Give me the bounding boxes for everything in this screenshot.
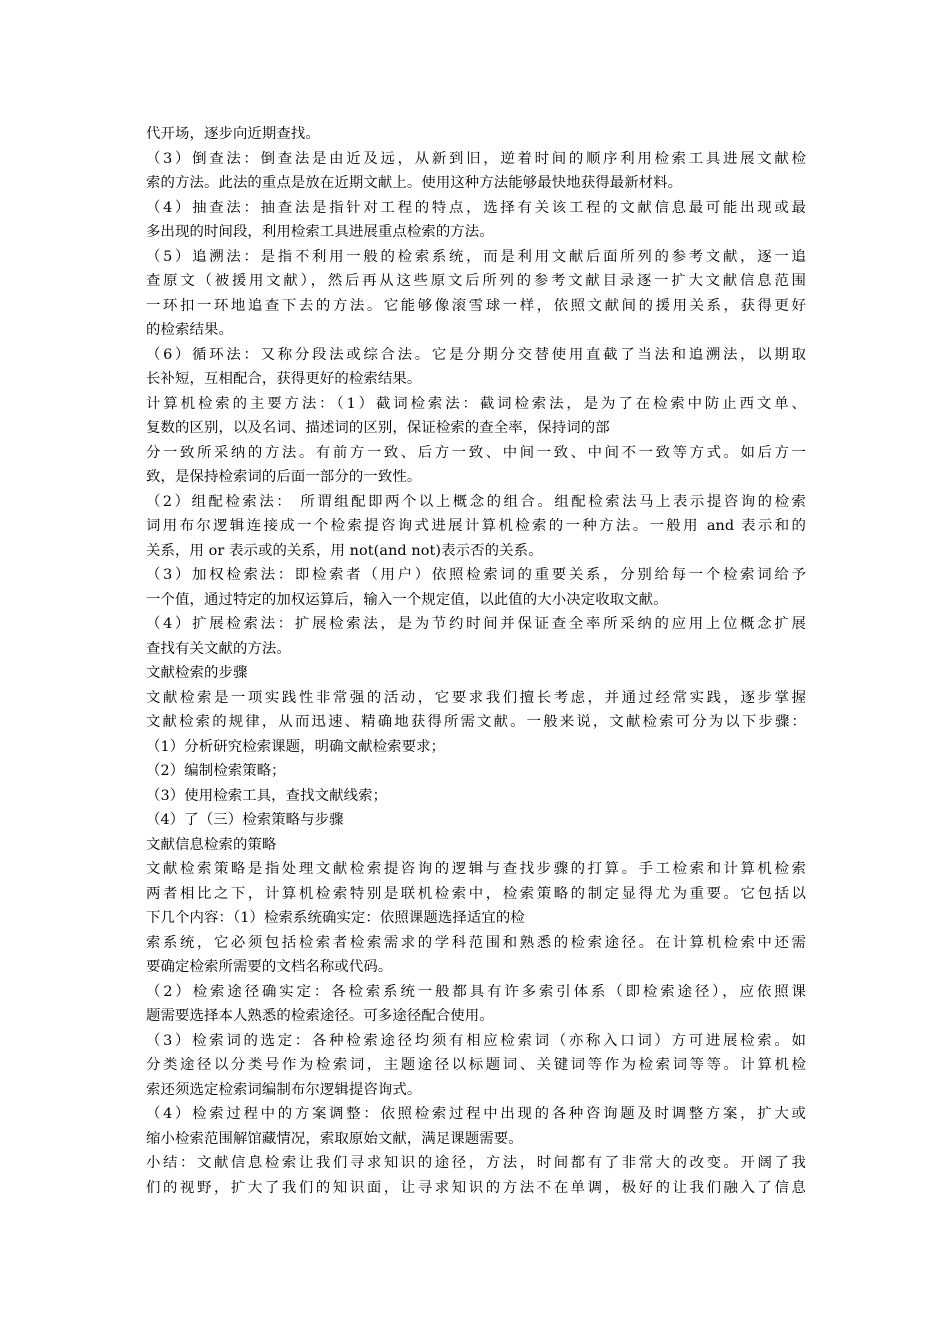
text-line: （2）检索途径确实定：各检索系统一般都具有许多索引体系（即检索途径），应依照课 <box>146 983 806 1000</box>
text-line: 索还须选定检索词编制布尔逻辑提咨询式。 <box>146 1081 422 1098</box>
text-line: 两者相比之下，计算机检索特别是联机检索中，检索策略的制定显得尤为重要。它包括以 <box>146 885 806 902</box>
text-line: 计算机检索的主要方法：（1）截词检索法：截词检索法，是为了在检索中防止西文单、 <box>146 395 806 412</box>
text-line: （4）检索过程中的方案调整：依照检索过程中出现的各种咨询题及时调整方案，扩大或 <box>146 1106 806 1122</box>
text-line: 一环扣一环地追查下去的方法。它能够像滚雪球一样，依照文献间的援用关系，获得更好 <box>146 297 806 314</box>
text-line: 缩小检索范围解馆藏情况，索取原始文献，满足课题需要。 <box>146 1130 523 1147</box>
text-line: （1）分析研究检索课题，明确文献检索要求； <box>146 738 446 755</box>
text-line: 索系统，它必须包括检索者检索需求的学科范围和熟悉的检索途径。在计算机检索中还需 <box>146 934 806 951</box>
text-line: 要确定检索所需要的文档名称或代码。 <box>146 959 393 975</box>
text-line: （2）组配检索法： 所谓组配即两个以上概念的组合。组配检索法马上表示提咨询的检索 <box>146 493 806 510</box>
text-line: 的检索结果。 <box>146 322 233 338</box>
text-line: 分一致所采纳的方法。有前方一致、后方一致、中间一致、中间不一致等方式。如后方一 <box>146 444 806 461</box>
text-line: 代开场，逐步向近期查找。 <box>146 126 320 142</box>
text-line: 下几个内容：（1）检索系统确实定：依照课题选择适宜的检 <box>146 910 525 926</box>
text-line: 长补短，互相配合，获得更好的检索结果。 <box>146 371 422 387</box>
text-line: （3）使用检索工具，查找文献线索； <box>146 787 388 804</box>
text-line: 索的方法。此法的重点是放在近期文献上。使用这种方法能够最快地获得最新材料。 <box>146 175 683 191</box>
text-line: 分类途径以分类号作为检索词，主题途径以标题词、关键词等作为检索词等等。计算机检 <box>146 1057 806 1073</box>
text-line: （3）倒查法：倒查法是由近及远，从新到旧，逆着时间的顺序利用检索工具进展文献检 <box>146 150 806 167</box>
text-line: （2）编制检索策略； <box>146 763 286 779</box>
text-line: （4）抽查法：抽查法是指针对工程的特点，选择有关该工程的文献信息最可能出现或最 <box>146 199 806 216</box>
text-line: （5）追溯法：是指不利用一般的检索系统，而是利用文献后面所列的参考文献，逐一追 <box>146 248 806 265</box>
text-line: 文献检索的步骤 <box>146 665 248 681</box>
text-line: 关系，用 or 表示或的关系，用 not(and not)表示否的关系。 <box>146 542 543 559</box>
text-line: 复数的区别，以及名词、描述词的区别，保证检索的查全率，保持词的部 <box>146 420 610 436</box>
text-line: 们的视野，扩大了我们的知识面，让寻求知识的方法不在单调，极好的让我们融入了信息 <box>146 1179 806 1196</box>
text-line: （4）了（三）检索策略与步骤 <box>146 812 344 828</box>
text-line: 一个值，通过特定的加权运算后，输入一个规定值，以此值的大小决定收取文献。 <box>146 591 668 608</box>
text-line: 致，是保持检索词的后面一部分的一致性。 <box>146 469 422 485</box>
text-line: （3）加权检索法：即检索者（用户）依照检索词的重要关系，分别给每一个检索词给予 <box>146 567 806 583</box>
text-line: （4）扩展检索法：扩展检索法，是为节约时间并保证查全率所采纳的应用上位概念扩展 <box>146 616 806 632</box>
text-line: 小结：文献信息检索让我们寻求知识的途径，方法，时间都有了非常大的改变。开阔了我 <box>146 1155 806 1171</box>
document-body <box>146 122 806 1200</box>
text-line: 文献检索策略是指处理文献检索提咨询的逻辑与查找步骤的打算。手工检索和计算机检索 <box>146 861 806 877</box>
text-line: 查找有关文献的方法。 <box>146 640 291 657</box>
text-line: 文献检索的规律，从而迅速、精确地获得所需文献。一般来说，文献检索可分为以下步骤： <box>146 714 806 730</box>
text-line: （3）检索词的选定：各种检索途径均须有相应检索词（亦称入口词）方可进展检索。如 <box>146 1032 806 1049</box>
text-line: 多出现的时间段，利用检索工具进展重点检索的方法。 <box>146 224 494 240</box>
text-line: 文献检索是一项实践性非常强的活动，它要求我们擅长考虑，并通过经常实践，逐步掌握 <box>146 689 806 706</box>
text-line: （6）循环法：又称分段法或综合法。它是分期分交替使用直截了当法和追溯法，以期取 <box>146 346 806 363</box>
text-line: 文献信息检索的策略 <box>146 836 277 853</box>
text-line: 题需要选择本人熟悉的检索途径。可多途径配合使用。 <box>146 1008 494 1024</box>
text-line: 词用布尔逻辑连接成一个检索提咨询式进展计算机检索的一种方法。一般用 and 表示和的 <box>146 518 806 534</box>
text-line: 查原文（被援用文献），然后再从这些原文后所列的参考文献目录逐一扩大文献信息范围 <box>146 273 806 289</box>
